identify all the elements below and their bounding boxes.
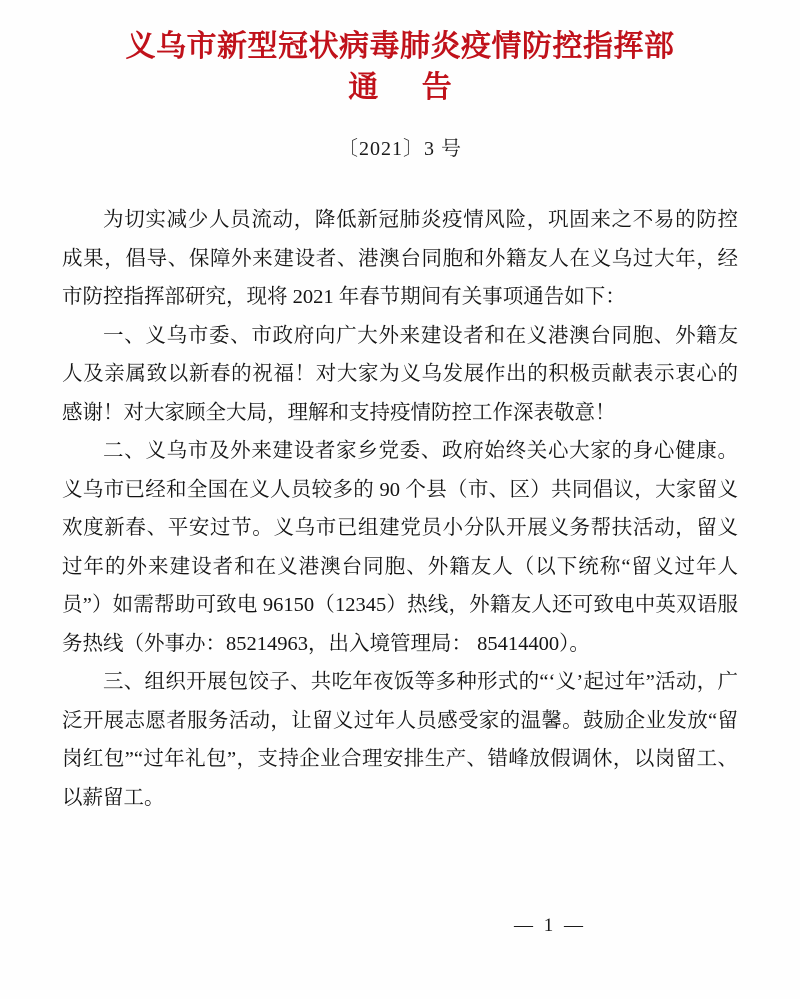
document-number: 〔2021〕3 号 (338, 138, 462, 160)
body-paragraph-1: 为切实减少人员流动，降低新冠肺炎疫情风险，巩固来之不易的防控成果，倡导、保障外来建设者、港澳台同胞和外籍友人在义乌过大年，经市防控指挥部研究，现将 2021 年春节期间有关事项通告如下： (62, 209, 738, 309)
document-header (62, 28, 738, 108)
body-paragraph-2: 一、义乌市委、市政府向广大外来建设者和在义港澳台同胞、外籍友人及亲属致以新春的祝福！对大家为义乌发展作出的积极贡献表示衷心的感谢！对大家顾全大局，理解和支持疫情防控工作深表敬意！ (62, 324, 738, 424)
body-paragraph-3: 二、义乌市及外来建设者家乡党委、政府始终关心大家的身心健康。义乌市已经和全国在义人员较多的 90 个县（市、区）共同倡议，大家留义欢度新春、平安过节。义乌市已组建党员小分队开展义务帮扶活动，留义过年的外来建设者和在义港澳台同胞、外籍友人（以下统称“留义过年人员”）如需帮助可致电 96150（12345）热线，外籍友人还可致电中英双语服务热线（外事办：85214963，出入境管理局： 85414400）。 (62, 440, 738, 655)
body-paragraph-4: 三、组织开展包饺子、共吃年夜饭等多种形式的“‘义’起过年”活动，广泛开展志愿者服务活动，让留义过年人员感受家的温馨。鼓励企业发放“留岗红包”“过年礼包”，支持企业合理安排生产、错峰放假调休，以岗留工、以薪留工。 (62, 671, 738, 809)
page-number-label: — 1 — (514, 915, 586, 936)
page-number (0, 915, 800, 937)
document-body (62, 201, 738, 818)
document-title-line-1: 义乌市新型冠状病毒肺炎疫情防控指挥部 (125, 30, 675, 63)
document-title-line-2: 通 告 (348, 70, 470, 104)
